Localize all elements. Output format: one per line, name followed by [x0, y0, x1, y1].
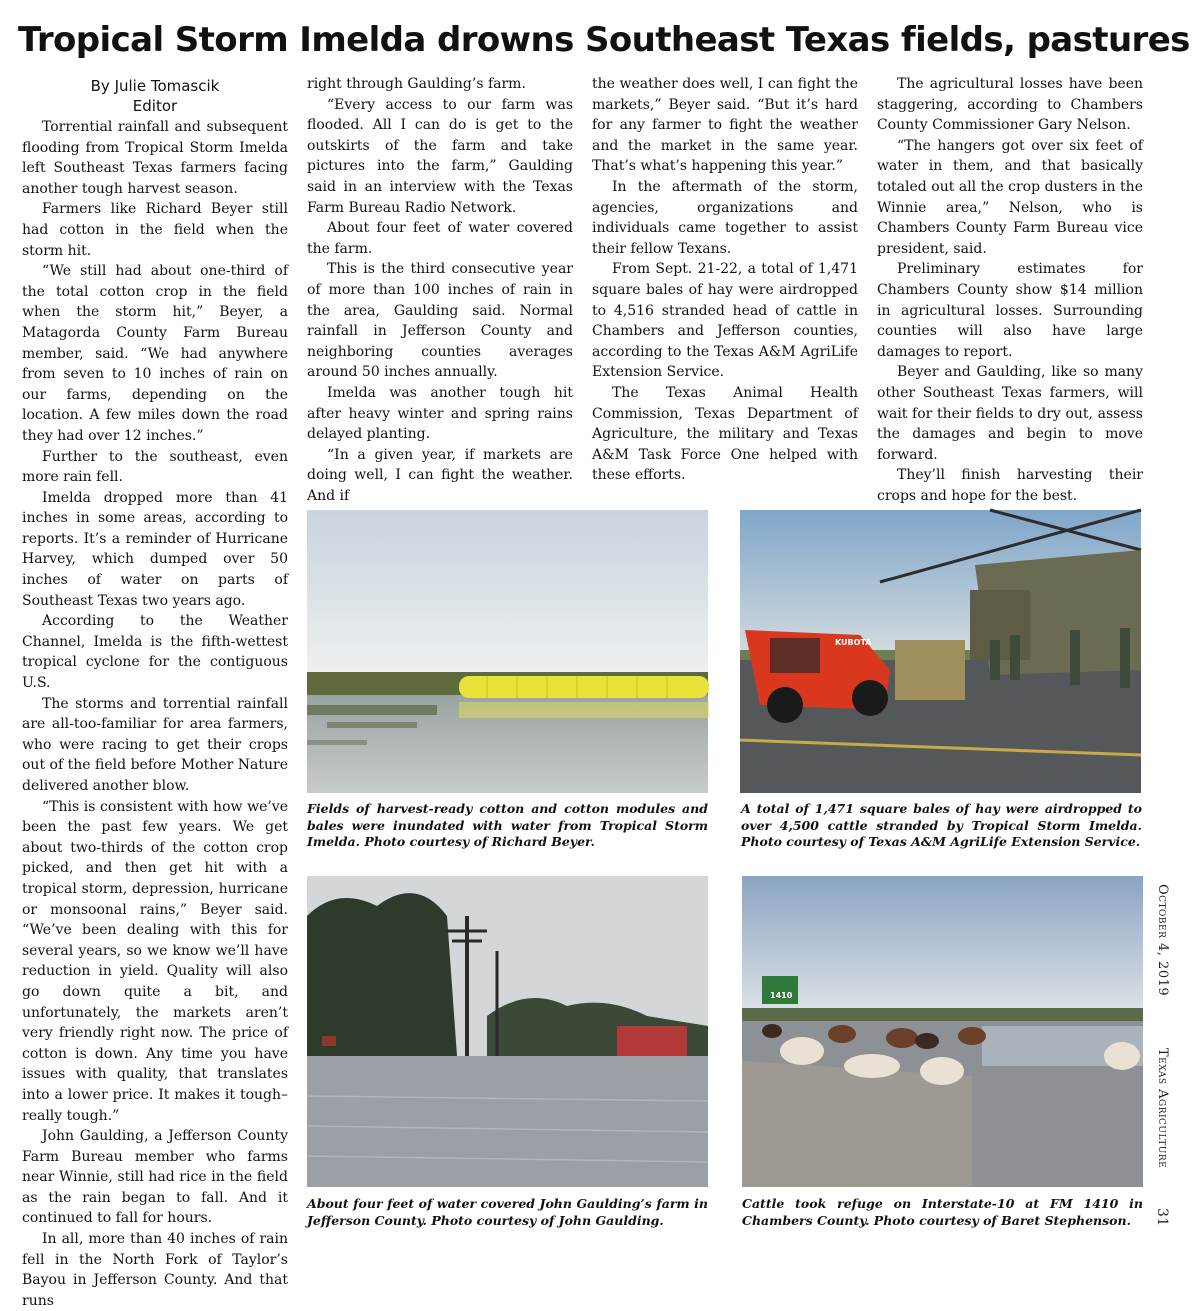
paragraph: Imelda was another tough hit after heavy winter and spring rains delayed planting. [307, 384, 573, 443]
byline-author: By Julie Tomascik [90, 77, 220, 95]
paragraph-continued: the weather does well, I can fight the markets,” Beyer said. “But it’s hard for any farmer to fight the weather and the market in the same year. That’s what’s happening this year.” [592, 76, 858, 175]
publication-name: Texas Agriculture [1155, 1048, 1170, 1169]
photo-caption: About four feet of water covered John Gaulding’s farm in Jefferson County. Photo courtesy of John Gaulding. [307, 1196, 708, 1228]
paragraph: Beyer and Gaulding, like so many other Southeast Texas farmers, will wait for their fields to dry out, assess the damages and begin to move forward. [877, 364, 1143, 463]
photo-caption: Fields of harvest-ready cotton and cotton modules and bales were inundated with water from Tropical Storm Imelda. Photo courtesy of Richard Beyer. [307, 801, 708, 849]
photo-caption: A total of 1,471 square bales of hay were airdropped to over 4,500 cattle stranded by Tropical Storm Imelda. Photo courtesy of Texas A&M AgriLife Extension Service. [741, 801, 1142, 849]
paragraph: From Sept. 21-22, a total of 1,471 square bales of hay were airdropped to 4,516 stranded head of cattle in Chambers and Jefferson counties, according to the Texas A&M AgriLife Extension Service. [592, 261, 858, 381]
paragraph: About four feet of water covered the farm. [307, 220, 573, 257]
article-column-3 [592, 74, 858, 494]
paragraph: The agricultural losses have been staggering, according to Chambers County Commissioner Gary Nelson. [877, 76, 1143, 134]
photo-flooded-farm [307, 876, 708, 1187]
photo-helicopter-hay-drop [740, 510, 1141, 793]
page-number: 31 [1154, 1208, 1170, 1227]
paragraph: This is the third consecutive year of more than 100 inches of rain in the area, Gaulding said. Normal rainfall in Jefferson County and neighboring counties averages around 50 inches annually. [307, 261, 573, 381]
paragraph: Further to the southeast, even more rain fell. [22, 448, 288, 486]
paragraph: “Every access to our farm was flooded. All I can do is get to the outskirts of the farm and take pictures into the farm,” Gaulding said in an interview with the Texas Farm Bureau Radio Network. [307, 96, 573, 216]
paragraph: “We still had about one-third of the total cotton crop in the field when the storm hit,” Beyer, a Matagorda County Farm Bureau member, said. “We had anywhere from seven to 10 inches of rain on our farms, depending on the location. A few miles down the road they had over 12 inches.” [22, 263, 288, 444]
paragraph: In the aftermath of the storm, agencies, organizations and individuals came together to assist their fellow Texans. [592, 178, 858, 257]
photo-flooded-cotton-field [307, 510, 708, 793]
paragraph: Torrential rainfall and subsequent flooding from Tropical Storm Imelda left Southeast Texas farmers facing another tough harvest season. [22, 119, 288, 197]
byline-role: Editor [132, 97, 178, 115]
paragraph: “The hangers got over six feet of water in them, and that basically totaled out all the crop dusters in the Winnie area,” Nelson, who is Chambers County Farm Bureau vice president, said. [877, 137, 1143, 257]
issue-date: October 4, 2019 [1155, 884, 1170, 997]
photo-cattle-on-interstate [742, 876, 1143, 1187]
route-sign-text: 1410 [770, 991, 793, 1000]
paragraph-continued: right through Gaulding’s farm. [307, 76, 526, 92]
paragraph: The Texas Animal Health Commission, Texas Department of Agriculture, the military and Texas A&M Task Force One helped with these efforts. [592, 384, 858, 484]
article-column-1 [22, 76, 288, 1309]
article-column-4 [877, 74, 1143, 504]
article-column-2 [307, 74, 573, 504]
paragraph: John Gaulding, a Jefferson County Farm Bureau member who farms near Winnie, still had rice in the field as the rain began to fall. And it continued to fall for hours. [22, 1128, 288, 1227]
paragraph: In all, more than 40 inches of rain fell in the North Fork of Taylor’s Bayou in Jefferson County. And that runs [22, 1231, 288, 1309]
paragraph: “This is consistent with how we’ve been the past few years. We get about two-thirds of the cotton crop picked, and then get hit with a tropical storm, depression, hurricane or monsoonal rains,” Beyer said. “We’ve been dealing with this for several years, so we know we’ll have reduction in yield. Quality will also go down quite a bit, and unfortunately, the markets aren’t very friendly right now. The price of cotton is down. Any time you have issues with quality, that translates into a lower price. It makes it tough–really tough.” [22, 798, 288, 1124]
paragraph: The storms and torrential rainfall are all-too-familiar for area farmers, who were racing to get their crops out of the field before Mother Nature delivered another blow. [22, 695, 288, 794]
headline: Tropical Storm Imelda drowns Southeast Texas fields, pastures [18, 20, 1190, 60]
paragraph: Preliminary estimates for Chambers County show $14 million in agricultural losses. Surrounding counties will also have large damages to report. [877, 261, 1143, 360]
paragraph: “In a given year, if markets are doing well, I can fight the weather. And if [307, 446, 573, 504]
paragraph: According to the Weather Channel, Imelda is the fifth-wettest tropical cyclone for the contiguous U.S. [22, 613, 288, 692]
byline [22, 76, 288, 116]
paragraph: Imelda dropped more than 41 inches in some areas, according to reports. It’s a reminder of Hurricane Harvey, which dumped over 50 inches of water on parts of Southeast Texas two years ago. [22, 489, 288, 609]
paragraph: Farmers like Richard Beyer still had cotton in the field when the storm hit. [22, 201, 288, 259]
loader-brand-text: KUBOTA [835, 638, 872, 647]
paragraph: They’ll finish harvesting their crops and hope for the best. [877, 467, 1143, 504]
photo-caption: Cattle took refuge on Interstate-10 at FM 1410 in Chambers County. Photo courtesy of Baret Stephenson. [742, 1196, 1143, 1228]
